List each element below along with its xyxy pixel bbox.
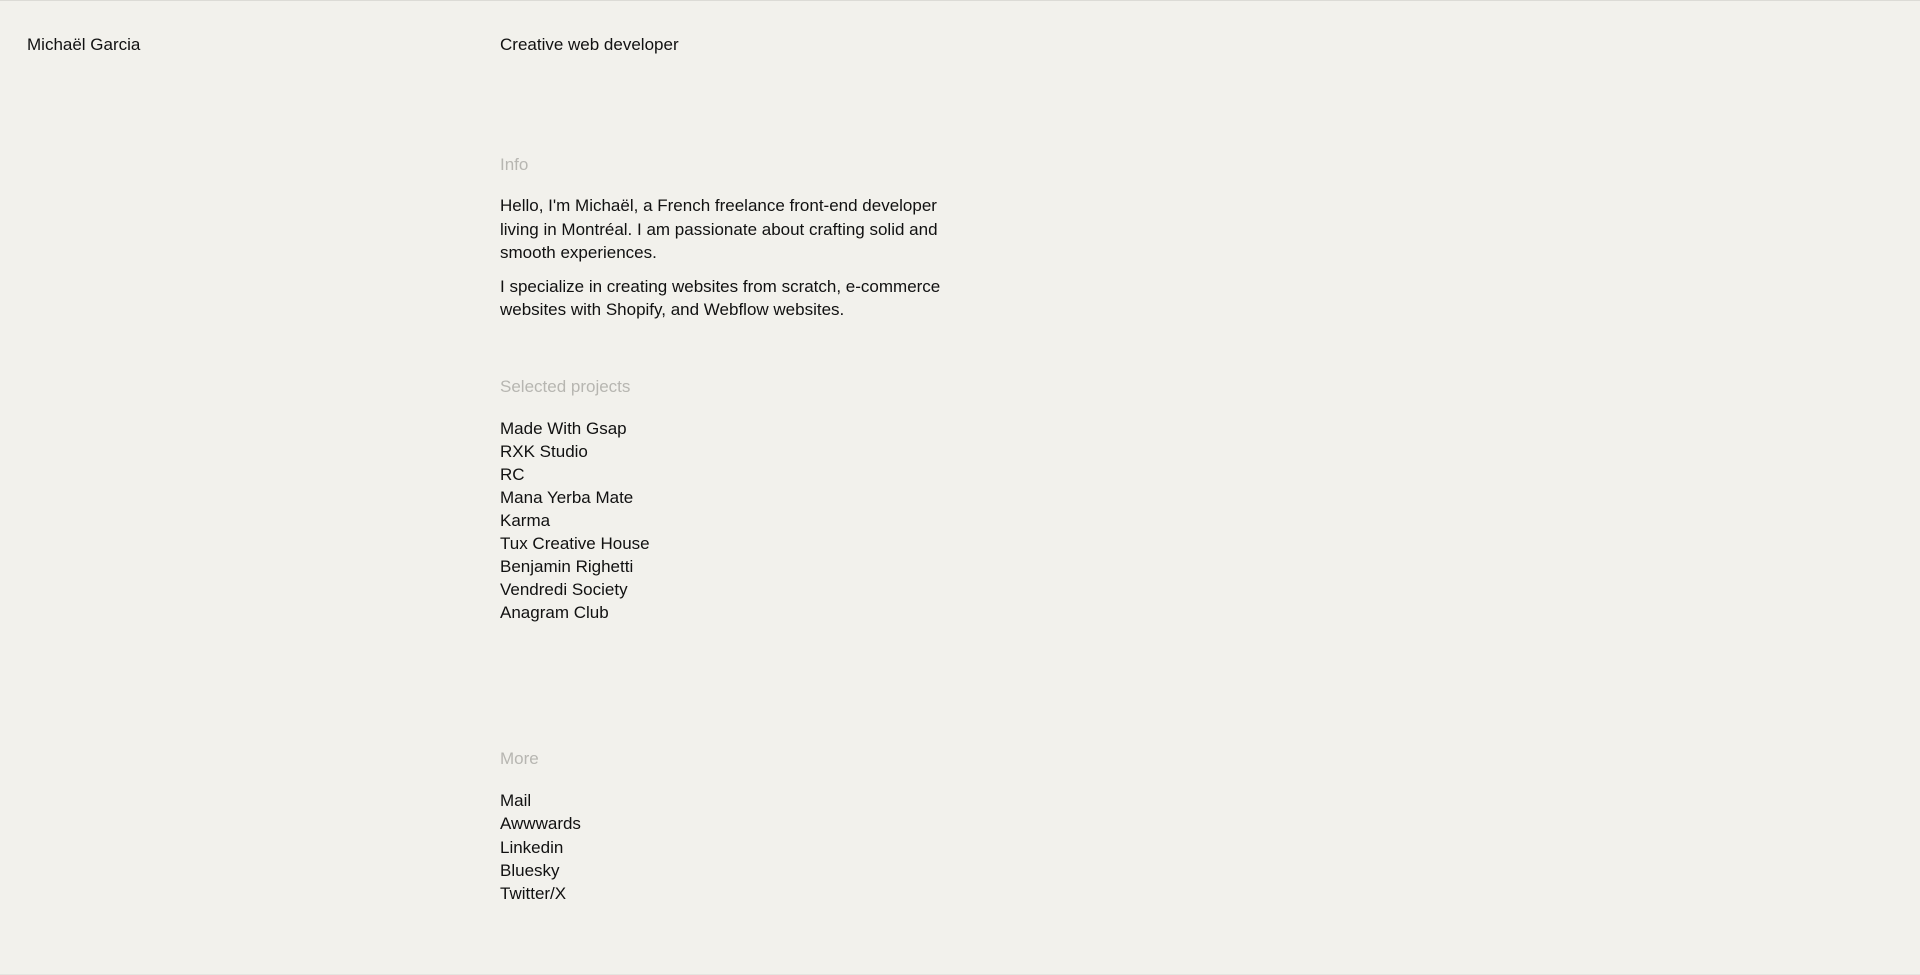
more-heading: More — [500, 749, 539, 769]
list-item — [500, 578, 970, 601]
twitter-x-link[interactable]: Twitter/X — [500, 883, 567, 903]
info-paragraph: Hello, I'm Michaël, a French freelance front-end developer living in Montréal. I am passionate about crafting solid and smooth experiences. — [500, 196, 938, 262]
list-item — [500, 812, 970, 835]
project-link-rc[interactable]: RC — [500, 464, 525, 484]
list-item — [500, 555, 970, 578]
info-section — [500, 154, 970, 322]
list-item — [500, 601, 970, 624]
more-section — [500, 748, 970, 904]
bluesky-link[interactable]: Bluesky — [500, 860, 560, 880]
list-item — [500, 836, 970, 859]
project-link-made-with-gsap[interactable]: Made With Gsap — [500, 418, 627, 438]
list-item — [500, 789, 970, 812]
project-link-vendredi-society[interactable]: Vendredi Society — [500, 580, 628, 600]
linkedin-link[interactable]: Linkedin — [500, 837, 564, 857]
site-name-link[interactable]: Michaël Garcia — [27, 35, 141, 54]
list-item — [500, 532, 970, 555]
project-link-tux-creative-house[interactable]: Tux Creative House — [500, 533, 650, 553]
project-link-karma[interactable]: Karma — [500, 510, 551, 530]
info-paragraph: I specialize in creating websites from scratch, e-commerce websites with Shopify, and Webflow websites. — [500, 276, 941, 319]
projects-section — [500, 376, 970, 625]
tagline: Creative web developer — [500, 35, 679, 54]
info-heading: Info — [500, 155, 529, 174]
list-item — [500, 509, 970, 532]
more-list — [500, 789, 970, 904]
list-item — [500, 417, 970, 440]
info-text — [500, 194, 970, 322]
main-content — [500, 34, 970, 905]
list-item — [500, 882, 970, 905]
project-link-mana-yerba-mate[interactable]: Mana Yerba Mate — [500, 487, 634, 507]
top-divider — [0, 0, 1920, 1]
mail-link[interactable]: Mail — [500, 791, 532, 811]
list-item — [500, 463, 970, 486]
project-link-benjamin-righetti[interactable]: Benjamin Righetti — [500, 557, 634, 577]
project-link-rxk-studio[interactable]: RXK Studio — [500, 441, 588, 461]
list-item — [500, 486, 970, 509]
project-link-anagram-club[interactable]: Anagram Club — [500, 603, 609, 623]
awwwards-link[interactable]: Awwwards — [500, 814, 581, 834]
list-item — [500, 859, 970, 882]
list-item — [500, 440, 970, 463]
projects-heading: Selected projects — [500, 376, 631, 396]
projects-list — [500, 417, 970, 625]
